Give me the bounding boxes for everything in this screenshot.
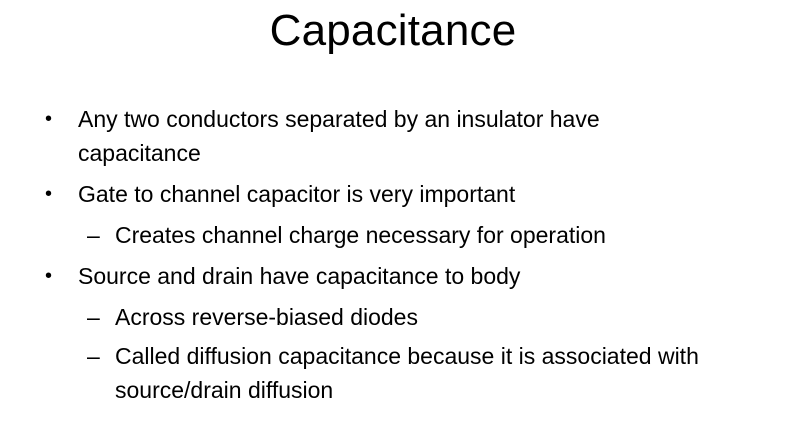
sub-marker: – (87, 222, 100, 248)
sub-text: Across reverse-biased diodes (115, 304, 418, 330)
sub-item-1 (87, 218, 606, 252)
bullet-text-line-1: Any two conductors separated by an insulator have (78, 106, 600, 132)
sub-marker: – (87, 343, 100, 369)
slide-title: Capacitance (269, 6, 517, 55)
sub-item-3 (87, 339, 699, 407)
sub-item-2 (87, 300, 418, 334)
sub-text-line-1: Called diffusion capacitance because it is associated with (115, 343, 699, 369)
sub-marker: – (87, 304, 100, 330)
bullet-text: Source and drain have capacitance to body (78, 263, 521, 289)
bullet-item-3 (45, 259, 521, 293)
bullet-text-line-2: capacitance (78, 140, 201, 166)
sub-text-line-2: source/drain diffusion (115, 377, 334, 403)
sub-text: Creates channel charge necessary for operation (115, 222, 606, 248)
bullet-item-2 (45, 177, 516, 211)
bullet-marker: • (45, 108, 53, 130)
bullet-text: Gate to channel capacitor is very important (78, 181, 516, 207)
bullet-marker: • (45, 183, 53, 205)
bullet-marker: • (45, 265, 53, 287)
bullet-item-1 (45, 102, 600, 170)
